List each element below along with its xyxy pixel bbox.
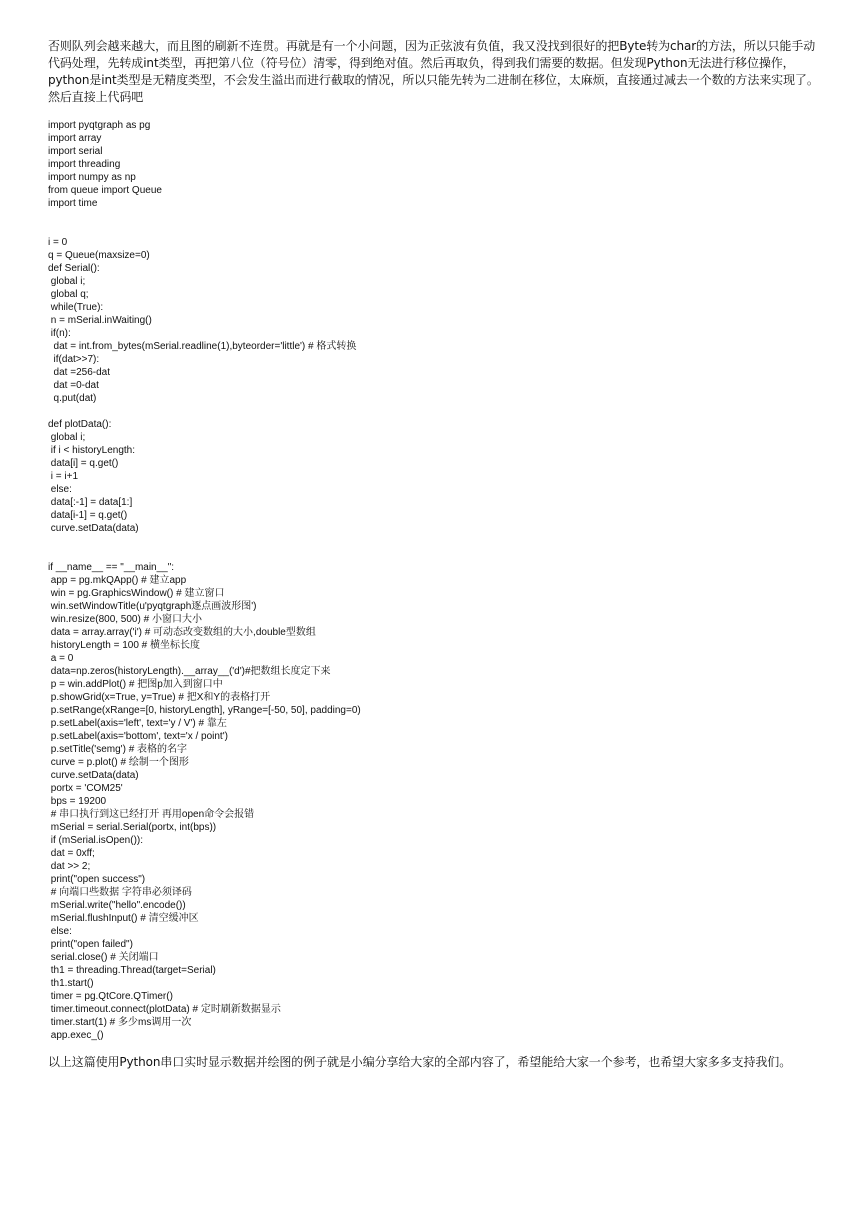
code-line: while(True):	[48, 302, 104, 313]
code-line	[48, 535, 820, 548]
code-line: import threading	[48, 159, 121, 170]
code-line	[48, 223, 820, 236]
code-line: from queue import Queue	[48, 185, 162, 196]
code-line: data[i] = q.get()	[48, 458, 119, 469]
code-line: dat >> 2;	[48, 861, 91, 872]
code-line: a = 0	[48, 653, 74, 664]
code-line: import pyqtgraph as pg	[48, 120, 151, 131]
code-line: print("open failed")	[48, 939, 133, 950]
code-block	[48, 119, 820, 1042]
code-line: p.setLabel(axis='bottom', text='x / point')	[48, 731, 228, 742]
code-line: dat = int.from_bytes(mSerial.readline(1),byteorder='little') # 格式转换	[48, 341, 357, 352]
code-line: p.setRange(xRange=[0, historyLength], yRange=[-50, 50], padding=0)	[48, 705, 361, 716]
code-line: print("open success")	[48, 874, 146, 885]
code-line: import array	[48, 133, 102, 144]
closing-paragraph: 以上这篇使用Python串口实时显示数据并绘图的例子就是小编分享给大家的全部内容了，希望能给大家一个参考，也希望大家多多支持我们。	[48, 1055, 792, 1069]
code-line: data[i-1] = q.get()	[48, 510, 128, 521]
code-line: def Serial():	[48, 263, 100, 274]
code-line: timer.timeout.connect(plotData) # 定时刷新数据显示	[48, 1004, 281, 1015]
code-line: p = win.addPlot() # 把图p加入到窗口中	[48, 679, 223, 690]
code-line: p.setTitle('semg') # 表格的名字	[48, 744, 188, 755]
code-line: p.setLabel(axis='left', text='y / V') # 靠左	[48, 718, 227, 729]
code-line: # 串口执行到这已经打开 再用open命令会报错	[48, 809, 255, 820]
code-line: if(n):	[48, 328, 71, 339]
code-line	[48, 210, 820, 223]
code-line: app = pg.mkQApp() # 建立app	[48, 575, 187, 586]
intro-paragraph: 否则队列会越来越大，而且图的刷新不连贯。再就是有一个小问题，因为正弦波有负值，我又没找到很好的把Byte转为char的方法，所以只能手动代码处理，先转成int类型，再把第八位（符号位）清零，得到绝对值。然后再取负，得到我们需要的数据。但发现Python无法进行移位操作，python是int类型是无精度类型，不会发生溢出而进行截取的情况，所以只能先转为二进制在移位，太麻烦，直接通过减去一个数的方法来实现了。然后直接上代码吧	[48, 39, 819, 104]
code-line: th1 = threading.Thread(target=Serial)	[48, 965, 216, 976]
code-line: import time	[48, 198, 98, 209]
code-line: dat =256-dat	[48, 367, 110, 378]
article-body	[48, 38, 820, 1071]
code-line: mSerial = serial.Serial(portx, int(bps))	[48, 822, 217, 833]
code-line: global i;	[48, 276, 86, 287]
code-line: th1.start()	[48, 978, 94, 989]
code-line: if(dat>>7):	[48, 354, 100, 365]
code-line: q.put(dat)	[48, 393, 97, 404]
code-line: win = pg.GraphicsWindow() # 建立窗口	[48, 588, 225, 599]
code-line: timer.start(1) # 多少ms调用一次	[48, 1017, 192, 1028]
code-line: if i < historyLength:	[48, 445, 135, 456]
code-line: curve = p.plot() # 绘制一个图形	[48, 757, 189, 768]
code-line: # 向端口些数据 字符串必须译码	[48, 887, 192, 898]
code-line: mSerial.write("hello".encode())	[48, 900, 186, 911]
code-line: global q;	[48, 289, 89, 300]
code-line: dat =0-dat	[48, 380, 99, 391]
code-line: import numpy as np	[48, 172, 136, 183]
code-line: else:	[48, 484, 72, 495]
code-line: else:	[48, 926, 72, 937]
code-line	[48, 405, 820, 418]
code-line: data=np.zeros(historyLength).__array__('d')#把数组长度定下来	[48, 666, 331, 677]
code-line: import serial	[48, 146, 103, 157]
code-line: app.exec_()	[48, 1030, 104, 1041]
code-line: data = array.array('i') # 可动态改变数组的大小,double型数组	[48, 627, 316, 638]
code-line: win.resize(800, 500) # 小窗口大小	[48, 614, 202, 625]
code-line: bps = 19200	[48, 796, 107, 807]
code-line: i = i+1	[48, 471, 79, 482]
code-line: historyLength = 100 # 横坐标长度	[48, 640, 201, 651]
code-line: q = Queue(maxsize=0)	[48, 250, 150, 261]
code-line: def plotData():	[48, 419, 112, 430]
code-line: i = 0	[48, 237, 68, 248]
code-line: p.showGrid(x=True, y=True) # 把X和Y的表格打开	[48, 692, 271, 703]
code-line: portx = 'COM25'	[48, 783, 123, 794]
code-line: mSerial.flushInput() # 清空缓冲区	[48, 913, 199, 924]
code-line: if (mSerial.isOpen()):	[48, 835, 144, 846]
code-line: global i;	[48, 432, 86, 443]
code-line: dat = 0xff;	[48, 848, 95, 859]
code-line: data[:-1] = data[1:]	[48, 497, 133, 508]
code-line: curve.setData(data)	[48, 770, 139, 781]
code-line: timer = pg.QtCore.QTimer()	[48, 991, 173, 1002]
code-line	[48, 548, 820, 561]
code-line: serial.close() # 关闭端口	[48, 952, 159, 963]
code-line: curve.setData(data)	[48, 523, 139, 534]
code-line: n = mSerial.inWaiting()	[48, 315, 152, 326]
code-line: if __name__ == "__main__":	[48, 562, 175, 573]
code-line: win.setWindowTitle(u'pyqtgraph逐点画波形图')	[48, 601, 257, 612]
